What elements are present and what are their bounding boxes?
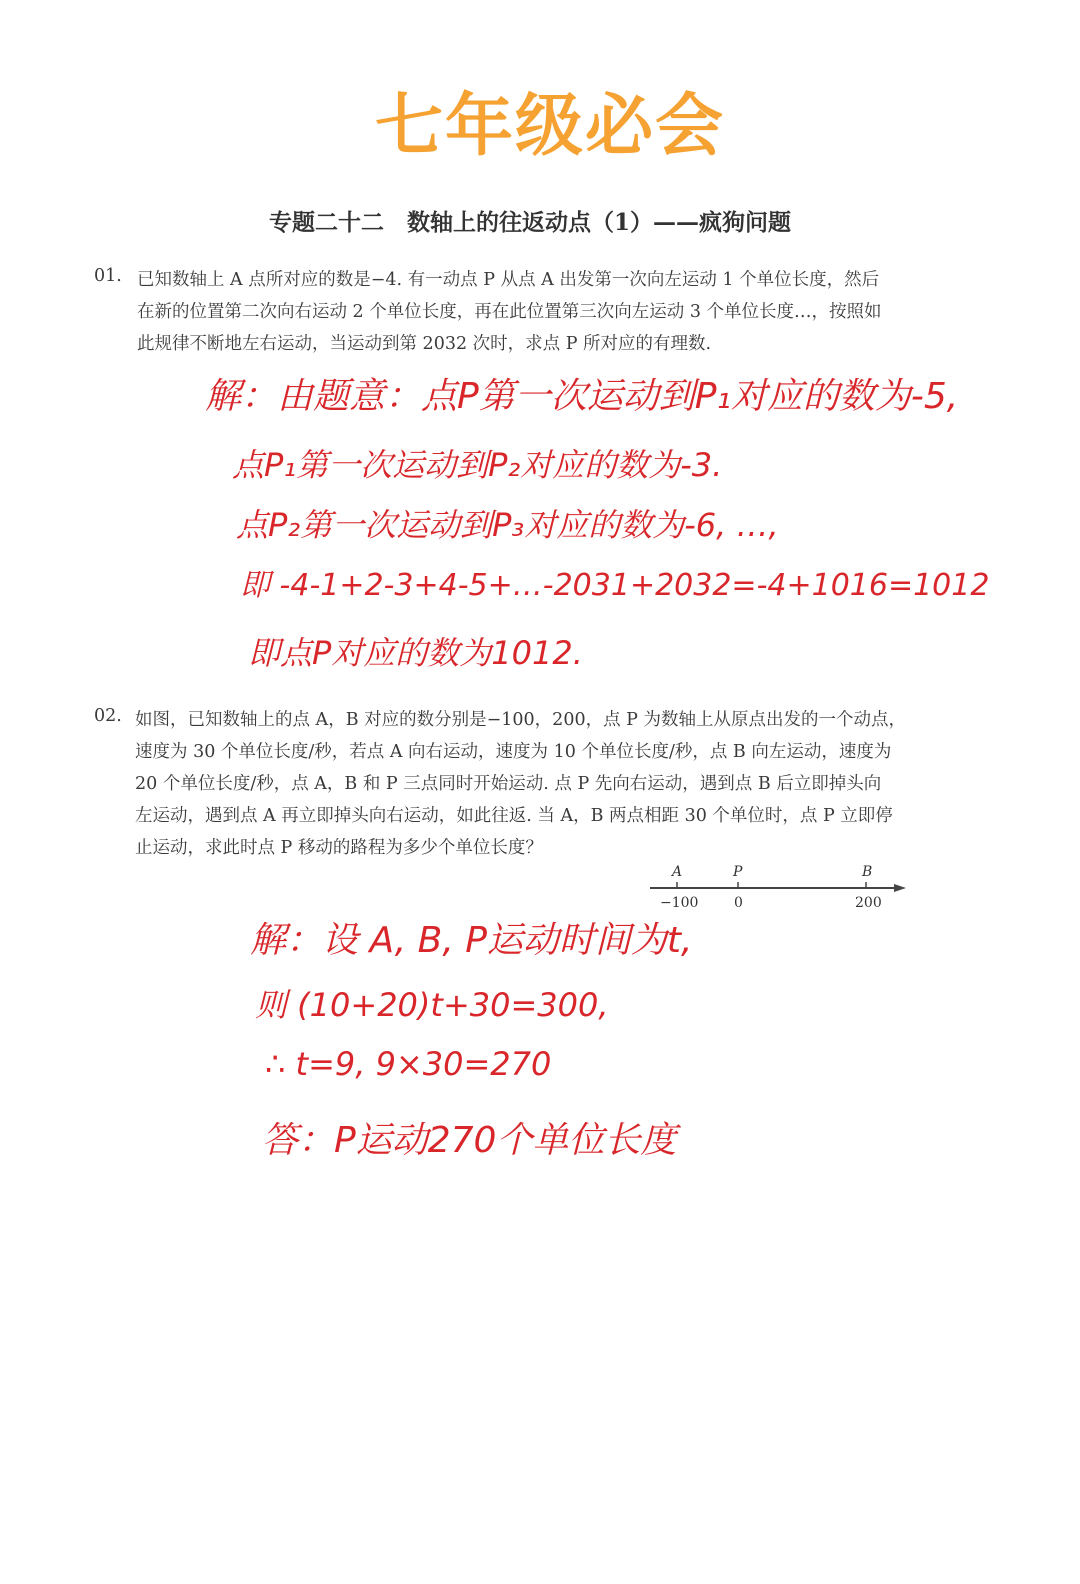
page-title: 七年级必会 [374, 87, 725, 166]
tick-label: 200 [855, 895, 882, 911]
point-label-b: B [862, 864, 873, 880]
arrow-icon [894, 884, 906, 892]
point-label-a: A [672, 864, 683, 880]
handwritten-answer-line: 点P₁第一次运动到P₂对应的数为-3. [232, 446, 723, 484]
handwritten-answer-line: ∴ t=9, 9×30=270 [265, 1045, 552, 1083]
q1-number: 01. [94, 266, 122, 286]
q2-line: 速度为 30 个单位长度/秒，若点 A 向右运动，速度为 10 个单位长度/秒，点 B 向左运动，速度为 [135, 742, 892, 762]
tick-label: −100 [660, 895, 699, 911]
q1-line: 此规律不断地左右运动，当运动到第 2032 次时，求点 P 所对应的有理数. [137, 334, 712, 354]
q1-line: 已知数轴上 A 点所对应的数是−4. 有一动点 P 从点 A 出发第一次向左运动 1 个单位长度，然后 [137, 270, 880, 290]
q2-number: 02. [94, 706, 122, 726]
handwritten-answer-line: 即 -4-1+2-3+4-5+…-2031+2032=-4+1016=1012 [240, 568, 990, 603]
point-label-p: P [733, 864, 743, 880]
tick-label: 0 [734, 895, 743, 911]
handwritten-answer-line: 解：由题意：点P第一次运动到P₁对应的数为-5, [205, 376, 959, 417]
handwritten-answer-line: 答：P运动270个单位长度 [262, 1120, 677, 1161]
q2-line: 止运动，求此时点 P 移动的路程为多少个单位长度？ [135, 838, 543, 858]
q2-line: 左运动，遇到点 A 再立即掉头向右运动，如此往返. 当 A，B 两点相距 30 个单位时，点 P 立即停 [135, 806, 893, 826]
handwritten-answer-line: 则 (10+20)t+30=300, [255, 986, 609, 1024]
q1-line: 在新的位置第二次向右运动 2 个单位长度，再在此位置第三次向左运动 3 个单位长度…，按照如 [137, 302, 882, 322]
q2-line: 20 个单位长度/秒，点 A，B 和 P 三点同时开始运动. 点 P 先向右运动，遇到点 B 后立即掉头向 [135, 774, 882, 794]
handwritten-answer-line: 点P₂第一次运动到P₃对应的数为-6, …, [236, 506, 779, 544]
handwritten-answer-line: 解：设 A, B, P运动时间为t, [250, 920, 693, 961]
topic-subtitle: 专题二十二 数轴上的往返动点（1）——疯狗问题 [268, 209, 791, 236]
handwritten-answer-line: 即点P对应的数为1012. [248, 634, 583, 672]
q2-line: 如图，已知数轴上的点 A，B 对应的数分别是−100，200，点 P 为数轴上从原点出发的一个动点， [135, 710, 906, 730]
